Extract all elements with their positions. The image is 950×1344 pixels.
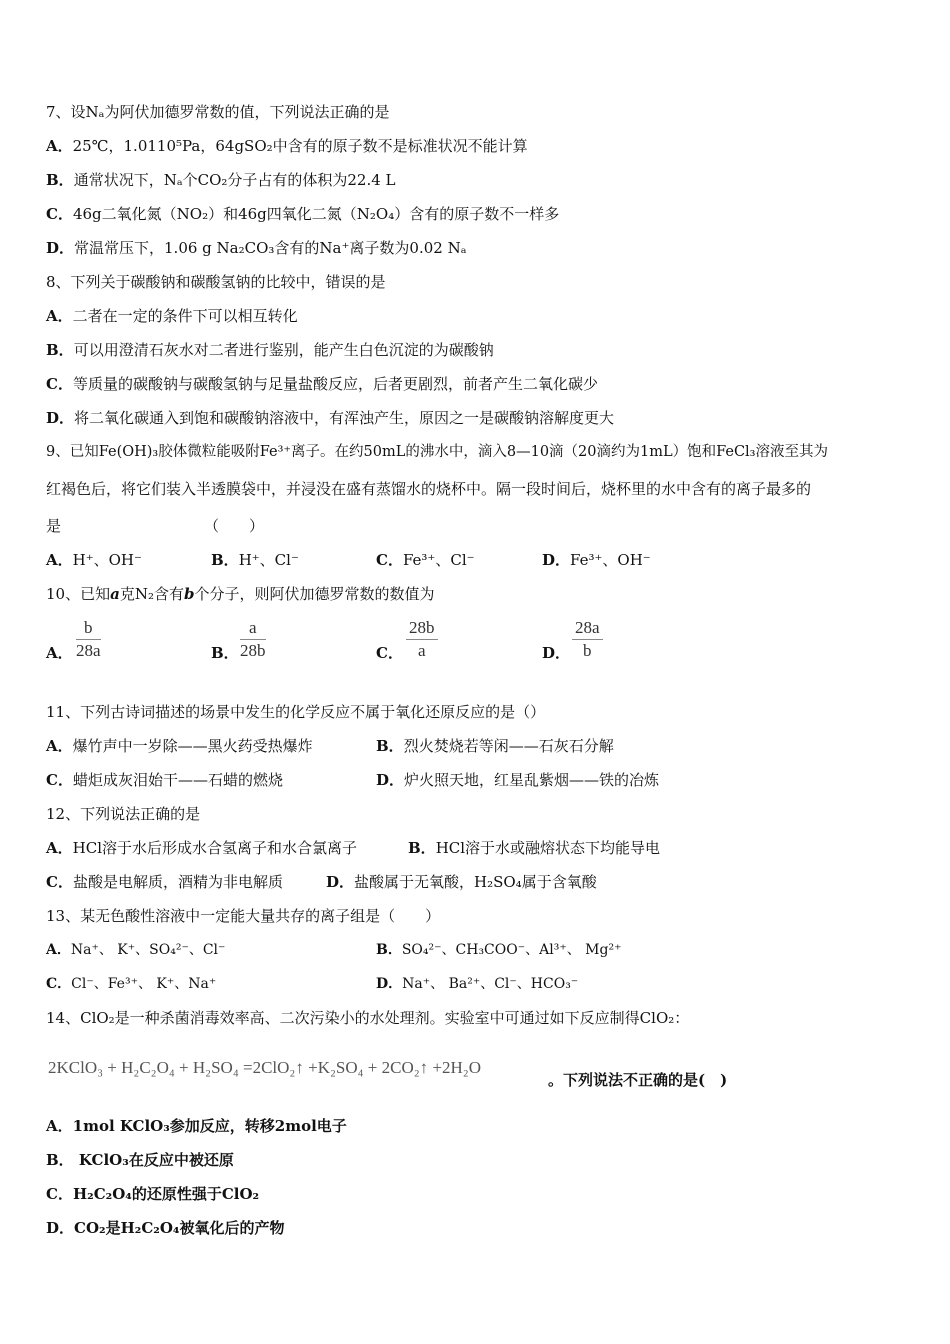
option-text: H⁺、Cl⁻ [238, 551, 299, 569]
q13-stem: 13、某无色酸性溶液中一定能大量共存的离子组是（ ） [46, 907, 441, 925]
q14-option-b [46, 1150, 234, 1170]
label-b: B． [46, 1151, 74, 1169]
label-c: C． [46, 976, 72, 992]
denominator: 28b [240, 641, 266, 660]
q11-option-c [46, 770, 283, 790]
label-b: B． [211, 551, 239, 569]
label-b: B． [46, 341, 74, 359]
q10-label-d: D． [542, 644, 571, 662]
q13-option-b [376, 940, 621, 960]
q7-option-a [46, 136, 528, 156]
option-text: Cl⁻、Fe³⁺、 K⁺、Na⁺ [71, 976, 217, 992]
q7-option-b [46, 170, 396, 190]
option-text: Fe³⁺、Cl⁻ [402, 551, 475, 569]
q14-option-a [46, 1116, 347, 1136]
option-text: Fe³⁺、OH⁻ [570, 551, 651, 569]
option-text: Na⁺、 K⁺、SO₄²⁻、Cl⁻ [70, 942, 226, 958]
q10-fraction-d [572, 617, 603, 662]
option-text: 1mol KClO₃参加反应，转移2mol电子 [72, 1117, 347, 1135]
q9-stem-line3: 是 [46, 517, 62, 535]
label-a: A． [46, 942, 71, 958]
label-b: B． [408, 839, 436, 857]
q10-label-a: A． [46, 644, 73, 662]
label-d: D． [46, 239, 75, 257]
q7-option-c [46, 204, 559, 224]
denominator: b [583, 641, 592, 660]
label-d: D． [46, 1219, 75, 1237]
option-text: 等质量的碳酸钠与碳酸氢钠与足量盐酸反应，后者更剧烈，前者产生二氧化碳少 [72, 375, 598, 393]
q12-option-b [408, 838, 660, 858]
q9-answer-paren: （ ） [204, 517, 265, 535]
q11-option-d [376, 770, 659, 790]
denominator: 28a [76, 641, 101, 660]
option-text: 烈火焚烧若等闲——石灰石分解 [403, 737, 614, 755]
option-text: 炉火照天地，红星乱紫烟——铁的冶炼 [404, 771, 660, 789]
option-text: 蜡炬成灰泪始干——石蜡的燃烧 [72, 771, 283, 789]
numerator: 28a [572, 617, 603, 640]
option-text: 盐酸是电解质，酒精为非电解质 [72, 873, 283, 891]
q12-stem: 12、下列说法正确的是 [46, 805, 201, 823]
label-d: D． [376, 976, 403, 992]
q11-option-b [376, 736, 614, 756]
q14-stem: 14、ClO₂是一种杀菌消毒效率高、二次污染小的水处理剂。实验室中可通过如下反应制得ClO₂： [46, 1009, 690, 1027]
q9-option-b [211, 550, 299, 570]
label-a: A． [46, 737, 73, 755]
q8-option-a [46, 306, 298, 326]
option-text: H⁺、OH⁻ [72, 551, 142, 569]
option-text: 46g二氧化氮（NO₂）和46g四氧化二氮（N₂O₄）含有的原子数不一样多 [72, 205, 560, 223]
option-text: HCl溶于水后形成水合氢离子和水合氯离子 [72, 839, 357, 857]
q12-option-d [326, 872, 597, 892]
q14-option-c [46, 1184, 259, 1204]
q8-option-c [46, 374, 598, 394]
q14-question-tail: 。下列说法不正确的是( ) [548, 1071, 728, 1089]
option-text: KClO₃在反应中被还原 [73, 1151, 234, 1169]
label-b: B． [46, 171, 74, 189]
option-text: 爆竹声中一岁除——黑火药受热爆炸 [72, 737, 313, 755]
label-b: B． [376, 737, 404, 755]
denominator: a [417, 641, 426, 660]
label-a: A． [46, 1117, 73, 1135]
label-c: C． [46, 205, 73, 223]
var-a: a [110, 585, 120, 603]
option-text: 将二氧化碳通入到饱和碳酸钠溶液中，有浑浊产生，原因之一是碳酸钠溶解度更大 [74, 409, 615, 427]
q9-stem-line2: 红褐色后，将它们装入半透膜袋中，并浸没在盛有蒸馏水的烧杯中。隔一段时间后，烧杯里的水中含有的离子最多的 [46, 480, 812, 498]
q10-label-c: C． [376, 644, 403, 662]
label-c: C． [46, 873, 73, 891]
q10-fraction-b [240, 617, 266, 662]
q13-option-d [376, 974, 578, 994]
label-a: A． [46, 307, 73, 325]
q8-option-b [46, 340, 494, 360]
label-d: D． [46, 409, 75, 427]
option-text: 常温常压下，1.06 g Na₂CO₃含有的Na⁺离子数为0.02 Nₐ [74, 239, 467, 257]
option-text: 25℃，1.0110⁵Pa，64gSO₂中含有的原子数不是标准状况不能计算 [72, 137, 528, 155]
option-text: SO₄²⁻、CH₃COO⁻、Al³⁺、 Mg²⁺ [401, 942, 622, 958]
q13-option-a [46, 940, 225, 960]
q10-fraction-a [76, 617, 101, 662]
q10-label-b: B． [211, 644, 239, 662]
q8-option-d [46, 408, 614, 428]
label-b: B． [376, 942, 402, 958]
q12-option-c [46, 872, 283, 892]
option-text: HCl溶于水或融熔状态下均能导电 [435, 839, 661, 857]
option-text: Na⁺、 Ba²⁺、Cl⁻、HCO₃⁻ [402, 976, 579, 992]
label-c: C． [376, 551, 403, 569]
q11-stem: 11、下列古诗词描述的场景中发生的化学反应不属于氧化还原反应的是（） [46, 703, 546, 721]
label-a: A． [46, 839, 73, 857]
label-d: D． [376, 771, 405, 789]
q9-stem-line1: 9、已知Fe(OH)₃胶体微粒能吸附Fe³⁺离子。在约50mL的沸水中，滴入8—10滴（20滴约为1mL）饱和FeCl₃溶液至其为 [46, 444, 828, 460]
label-d: D． [542, 551, 571, 569]
numerator: b [76, 617, 101, 640]
q9-option-c [376, 550, 475, 570]
label-c: C． [46, 1185, 73, 1203]
var-b: b [183, 585, 195, 603]
option-text: 可以用澄清石灰水对二者进行鉴别，能产生白色沉淀的为碳酸钠 [73, 341, 494, 359]
numerator: 28b [406, 617, 438, 640]
q10-stem-pre: 10、已知 [46, 585, 111, 603]
q10-stem-mid2: 个分子，则阿伏加德罗常数的数值为 [194, 585, 435, 603]
option-text: CO₂是H₂C₂O₄被氧化后的产物 [74, 1219, 285, 1237]
label-a: A． [46, 551, 73, 569]
q14-option-d [46, 1218, 284, 1238]
option-text: 盐酸属于无氧酸，H₂SO₄属于含氧酸 [354, 873, 597, 891]
q10-stem [46, 584, 434, 604]
q11-option-a [46, 736, 313, 756]
q7-option-d [46, 238, 467, 258]
q10-fraction-c [406, 617, 438, 662]
q13-option-c [46, 974, 216, 994]
q7-stem: 7、设Nₐ为阿伏加德罗常数的值，下列说法正确的是 [46, 103, 390, 121]
q9-option-a [46, 550, 142, 570]
label-a: A． [46, 137, 73, 155]
q9-option-d [542, 550, 651, 570]
option-text: 通常状况下，Nₐ个CO₂分子占有的体积为22.4 L [73, 171, 396, 189]
q8-stem: 8、下列关于碳酸钠和碳酸氢钠的比较中，错误的是 [46, 273, 386, 291]
label-c: C． [46, 771, 73, 789]
label-d: D． [326, 873, 355, 891]
option-text: 二者在一定的条件下可以相互转化 [72, 307, 298, 325]
q14-equation: 2KClO₃ + H₂C₂O₄ + H₂SO₄ =2ClO₂↑ +K₂SO₄ + 2CO₂↑ +2H₂O [48, 1058, 482, 1077]
q10-stem-mid1: 克N₂含有 [119, 585, 184, 603]
q12-option-a [46, 838, 357, 858]
option-text: H₂C₂O₄的还原性强于ClO₂ [72, 1185, 260, 1203]
label-c: C． [46, 375, 73, 393]
numerator: a [240, 617, 266, 640]
